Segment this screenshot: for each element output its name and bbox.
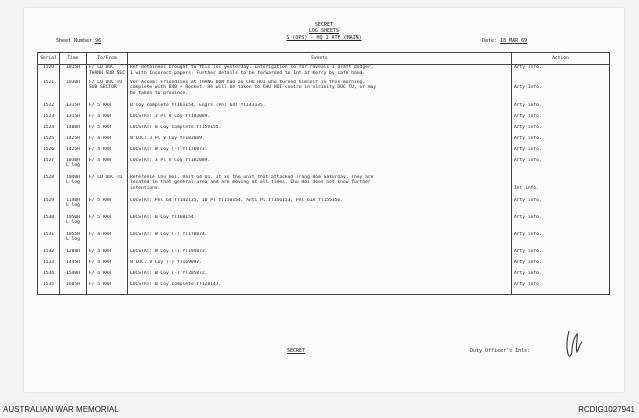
action-cell: Arty info. xyxy=(512,232,610,249)
table-row xyxy=(38,260,610,271)
time-cell: 1030H L log xyxy=(60,158,87,175)
time-cell: 1425H xyxy=(60,136,87,147)
action-cell: Arty info. xyxy=(512,158,610,175)
to-from-cell: F/ 4 RAR xyxy=(87,271,128,282)
event-cell: Ref detainees brought to this loc yesterday. Interigation so far reveals 1 draft dodger, 1 with incorect papers. Further details to be forwarded to Int at Kerry by safe hand. xyxy=(128,65,512,80)
serial-cell: 1521 xyxy=(38,80,60,103)
serial-cell: 1531 xyxy=(38,232,60,249)
table-row xyxy=(38,114,610,125)
event-cell: N'LOC: 3 Pl V Coy YT183089. xyxy=(128,136,512,147)
serial-cell: 1526 xyxy=(38,147,60,158)
to-from-cell: F/ 5 RAR xyxy=(87,198,128,215)
to-from-cell: F/ 4 RAR xyxy=(87,260,128,271)
action-cell: Arty info. xyxy=(512,125,610,136)
action-cell: Arty info. xyxy=(512,249,610,260)
event-cell: LOCSTAT: 3 Pl V Coy YT182089. xyxy=(128,158,512,175)
time-cell: 1315H xyxy=(60,103,87,114)
event-cell: LOCSTAT: B Coy YT160154 xyxy=(128,215,512,232)
action-cell: Arty info. xyxy=(512,147,610,158)
to-from-cell: F/ 4 RAR xyxy=(87,158,128,175)
action-cell: Arty info. xyxy=(512,103,610,114)
time-cell: 1425H xyxy=(60,147,87,158)
serial-cell: 1522 xyxy=(38,103,60,114)
time-cell: 1040H L log xyxy=(60,175,87,198)
action-cell: Arty info. xyxy=(512,136,610,147)
unit-heading: S (OPS) - HQ 1 ATF (MAIN) xyxy=(286,35,362,41)
sheet-date: Date: 18 MAR 69 xyxy=(482,38,528,44)
table-header-row xyxy=(38,53,610,65)
time-cell: 1605H xyxy=(60,282,87,295)
table-row xyxy=(38,282,610,295)
to-from-cell: F/ 4 RAR xyxy=(87,249,128,260)
table-row xyxy=(38,158,610,175)
to-from-cell: F/ 4 RAR xyxy=(87,114,128,125)
table-row xyxy=(38,232,610,249)
to-from-cell: F/ 5 RAR xyxy=(87,103,128,114)
time-cell: 1030H xyxy=(60,80,87,103)
event-cell: LOCSTAT: W Coy (-) YT194073. xyxy=(128,249,512,260)
action-cell: Arty info. xyxy=(512,198,610,215)
serial-cell: 1529 xyxy=(38,198,60,215)
event-cell: LOCSTAT: W Coy (-) YT205072. xyxy=(128,271,512,282)
serial-cell: 1527 xyxy=(38,158,60,175)
to-from-cell: F/ 5 RAR xyxy=(87,215,128,232)
action-cell: Arty info xyxy=(512,282,610,295)
serial-cell: 1524 xyxy=(38,125,60,136)
serial-cell: 1535 xyxy=(38,282,60,295)
time-cell: 1445H xyxy=(60,260,87,271)
duty-officer-signature xyxy=(563,328,585,360)
table-row xyxy=(38,65,610,80)
event-cell: LOCSTAT: Pnl 64 YT142135, 10 Pl YT150154, Anti Pl YT156153, Pnl 61A YT155156. xyxy=(128,198,512,215)
to-from-cell: F/ LO DUC TU xyxy=(87,175,128,198)
col-serial: Serial xyxy=(38,53,60,65)
action-cell: Arty info. xyxy=(512,271,610,282)
time-cell: 1400H xyxy=(60,125,87,136)
table-row xyxy=(38,175,610,198)
to-from-cell: F/ 4 RAR xyxy=(87,147,128,158)
event-cell: LOCSTAT: 3 Pl V Coy YT183089. xyxy=(128,114,512,125)
time-cell: 1140H L log xyxy=(60,198,87,215)
serial-cell: 1533 xyxy=(38,260,60,271)
log-sheet xyxy=(24,8,624,392)
serial-cell: 1523 xyxy=(38,114,60,125)
event-cell: LOCSTAT: W Coy (-) YT170074. xyxy=(128,232,512,249)
table-row xyxy=(38,136,610,147)
table-row xyxy=(38,271,610,282)
log-title: LOG SHEETS xyxy=(308,28,340,34)
time-cell: 1015H xyxy=(60,65,87,80)
col-events: Events xyxy=(128,53,512,65)
event-cell: LOCSTAT: B Coy complete YT159155. xyxy=(128,125,512,136)
serial-cell: 1525 xyxy=(38,136,60,147)
duty-officer-label: Duty Officer's Inls: xyxy=(470,348,531,354)
to-from-cell: F/ 5 RAR xyxy=(87,125,128,136)
sheet-number: Sheet Number 96 xyxy=(56,38,102,44)
table-row xyxy=(38,103,610,114)
serial-cell: 1530 xyxy=(38,215,60,232)
table-row xyxy=(38,249,610,260)
event-cell: N'LOC: V Coy (-) YT169097. xyxy=(128,260,512,271)
serial-cell: 1520 xyxy=(38,65,60,80)
event-cell: Reference Chu Hoi, Unit 64 U1. It is the unit that attacked Trang Bom Saturday. They are located in that general area and are moving at all times. Chu Hoi does not know further intentions. xyxy=(128,175,512,198)
time-cell: 1055H L log xyxy=(60,232,87,249)
to-from-cell: F/ LO DUC TU SUB SECTOR xyxy=(87,80,128,103)
archive-reference: RCDIG1027941 xyxy=(578,405,635,414)
events-table xyxy=(37,52,610,295)
serial-cell: 1532 xyxy=(38,249,60,260)
action-cell: Int info. xyxy=(512,175,610,198)
event-cell: Ver Accom: Friendlies at THANG DON had an CHU HOI who turned himself in this morning, complete with B40 + Rocket. He will be taken to CHU HOI centre in vicinity DUC TU, or may be taken to province. xyxy=(128,80,512,103)
action-cell: Arty Info. xyxy=(512,65,610,80)
action-cell: Arty info. xyxy=(512,215,610,232)
to-from-cell: F/ 4 RAR xyxy=(87,136,128,147)
table-row xyxy=(38,125,610,136)
col-to-from: To/From xyxy=(87,53,128,65)
col-action: Action xyxy=(512,53,610,65)
to-from-cell: F/ 4 RAR xyxy=(87,232,128,249)
action-cell: Arty info. xyxy=(512,114,610,125)
event-cell: LOCSTAT: W Coy (-) YT170073. xyxy=(128,147,512,158)
table-row xyxy=(38,80,610,103)
time-cell: 1208H xyxy=(60,249,87,260)
table-row xyxy=(38,147,610,158)
event-cell: B Coy complete YT161154, Engrs (Pnl 64) YT143135. xyxy=(128,103,512,114)
time-cell: 1050H L log xyxy=(60,215,87,232)
to-from-cell: F/ LO DUC THANH SUB SEC xyxy=(87,65,128,80)
event-cell: LOCSTAT: B Coy complete YT128147. xyxy=(128,282,512,295)
col-time: Time xyxy=(60,53,87,65)
table-row xyxy=(38,198,610,215)
classification-bottom: SECRET xyxy=(287,348,306,354)
time-cell: 1540H xyxy=(60,271,87,282)
action-cell: Arty info. xyxy=(512,260,610,271)
serial-cell: 1534 xyxy=(38,271,60,282)
archive-credit: AUSTRALIAN WAR MEMORIAL xyxy=(3,405,119,414)
classification-top: SECRET xyxy=(314,22,334,28)
table-row xyxy=(38,215,610,232)
time-cell: 1315H xyxy=(60,114,87,125)
to-from-cell: F/ 5 RAR xyxy=(87,282,128,295)
action-cell: Arty Info. xyxy=(512,80,610,103)
serial-cell: 1528 xyxy=(38,175,60,198)
